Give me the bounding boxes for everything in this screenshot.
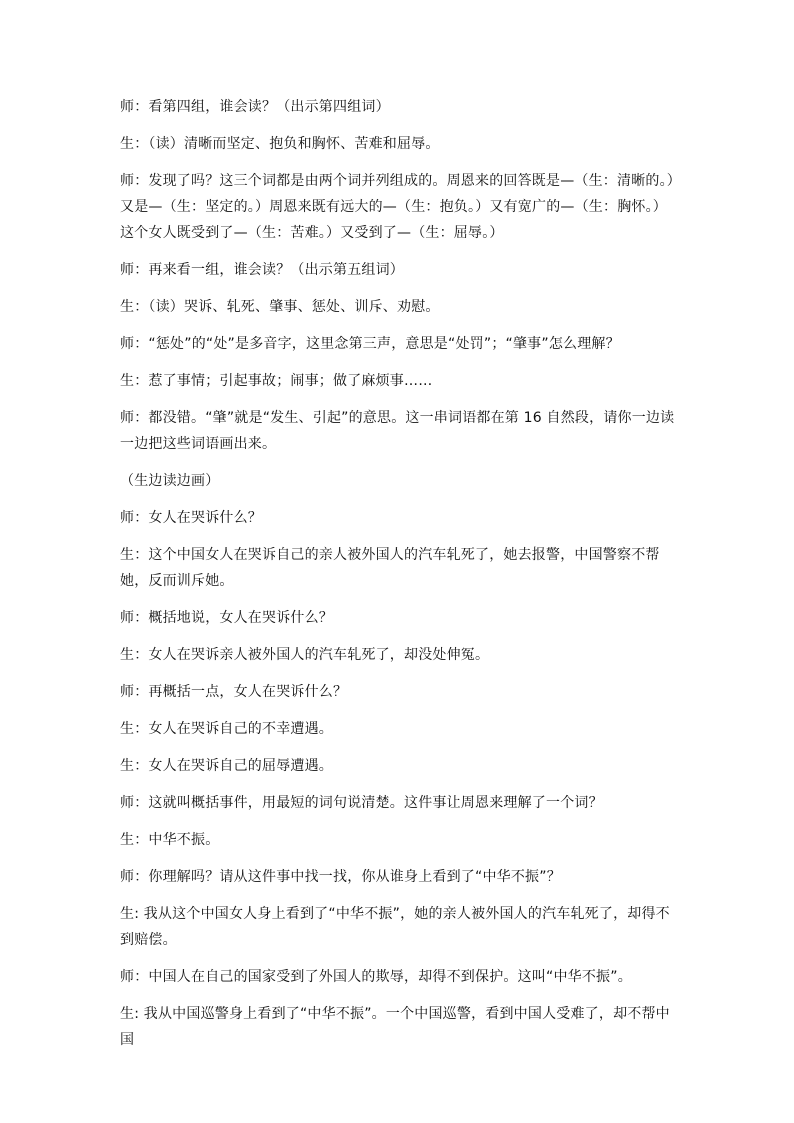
paragraph-teacher-polyphone: 师：“惩处”的“处”是多音字，这里念第三声，意思是“处罚”；“肇事”怎么理解？ — [120, 336, 620, 352]
paragraph-teacher-group5: 师：再来看一组，谁会读？（出示第五组词） — [120, 262, 404, 278]
paragraph-teacher-group4: 师：看第四组，谁会读？（出示第四组词） — [120, 99, 390, 115]
paragraph-student-read-group5: 生：（读）哭诉、轧死、肇事、惩处、训斥、劝慰。 — [120, 299, 440, 315]
paragraph-student-read-group4: 生：（读）清晰而坚定、抱负和胸怀、苦难和屈辱。 — [120, 136, 440, 152]
paragraph-student-answer5: 生: 我从这个中国女人身上看到了“中华不振”，她的亲人被外国人的汽车轧死了，却得不到赔偿。 — [120, 906, 670, 948]
paragraph-stage-direction: （生边读边画） — [120, 473, 220, 489]
paragraph-student-answer2: 生：女人在哭诉亲人被外国人的汽车轧死了，却没处伸冤。 — [120, 647, 490, 663]
paragraph-teacher-question2: 师：概括地说，女人在哭诉什么？ — [120, 610, 333, 626]
paragraph-teacher-explain: 师：都没错。“肇”就是“发生、引起”的意思。这一串词语都在第 16 自然段，请你一边读一边把这些词语画出来。 — [120, 410, 675, 452]
paragraph-teacher-question1: 师：女人在哭诉什么？ — [120, 510, 262, 526]
paragraph-student-meaning: 生：惹了事情；引起事故；闹事；做了麻烦事…… — [120, 373, 433, 389]
paragraph-teacher-summary: 师：这就叫概括事件，用最短的词句说清楚。这件事让周恩来理解了一个词？ — [120, 795, 603, 811]
paragraph-teacher-question4: 师：你理解吗？请从这件事中找一找，你从谁身上看到了“中华不振”？ — [120, 869, 561, 885]
paragraph-student-answer1: 生：这个中国女人在哭诉自己的亲人被外国人的汽车轧死了，她去报警，中国警察不帮她，反而训斥她。 — [120, 547, 660, 589]
paragraph-student-answer6: 生: 我从中国巡警身上看到了“中华不振”。一个中国巡警，看到中国人受难了，却不帮中国 — [120, 1006, 670, 1048]
paragraph-teacher-discovery: 师：发现了吗？这三个词都是由两个词并列组成的。周恩来的回答既是—（生：清晰的。）又是—（生：坚定的。）周恩来既有远大的—（生：抱负。）又有宽广的—（生：胸怀。）这个女人既受到了—（生：苦难。）又受到了—（生：屈辱。） — [120, 173, 674, 241]
paragraph-student-term: 生：中华不振。 — [120, 832, 220, 848]
paragraph-student-answer4: 生：女人在哭诉自己的屈辱遭遇。 — [120, 758, 333, 774]
paragraph-student-answer3: 生：女人在哭诉自己的不幸遭遇。 — [120, 721, 333, 737]
paragraph-teacher-comment: 师：中国人在自己的国家受到了外国人的欺辱，却得不到保护。这叫“中华不振”。 — [120, 969, 632, 985]
paragraph-teacher-question3: 师：再概括一点，女人在哭诉什么？ — [120, 684, 348, 700]
document-page — [120, 94, 680, 1064]
